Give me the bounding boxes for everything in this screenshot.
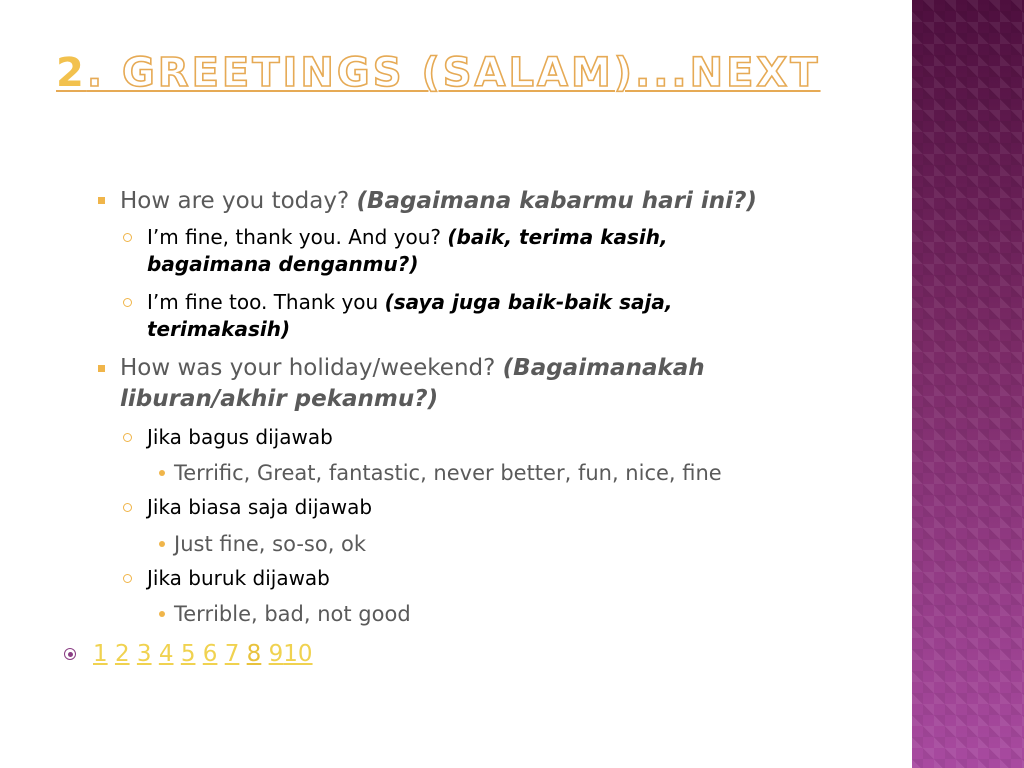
- english-text: I’m fine too. Thank you: [147, 290, 385, 314]
- title-number: 2: [56, 50, 87, 96]
- ring-bullet-icon: [123, 433, 132, 442]
- list-item-level2: [147, 289, 847, 343]
- page-link-3[interactable]: 3: [136, 641, 152, 667]
- target-bullet-icon: [64, 648, 76, 660]
- list-item-level3: Just fine, so-so, ok: [174, 532, 367, 556]
- page-link-6[interactable]: 6: [202, 641, 218, 667]
- page-link-9[interactable]: 9: [268, 641, 284, 667]
- list-item-level2: Jika biasa saja dijawab: [147, 495, 373, 519]
- dot-bullet-icon: [159, 470, 165, 476]
- translation-text-cont: terimakasih): [147, 317, 291, 341]
- translation-text: (Bagaimana kabarmu hari ini?): [356, 188, 757, 214]
- decorative-sidebar: [912, 0, 1024, 768]
- translation-text: (Bagaimanakah: [502, 355, 705, 381]
- page-link-2[interactable]: 2: [114, 641, 130, 667]
- list-item-level2: Jika buruk dijawab: [147, 566, 330, 590]
- page-link-1[interactable]: 1: [93, 641, 108, 667]
- list-item-level3: Terrible, bad, not good: [174, 602, 411, 626]
- ring-bullet-icon: [123, 233, 132, 242]
- ring-bullet-icon: [123, 503, 132, 512]
- page-link-4[interactable]: 4: [158, 641, 174, 667]
- page-link-5[interactable]: 5: [180, 641, 196, 667]
- ring-bullet-icon: [123, 298, 132, 307]
- translation-text: (baik, terima kasih,: [447, 225, 668, 249]
- english-text: I’m fine, thank you. And you?: [147, 225, 448, 249]
- translation-text-cont: bagaimana denganmu?): [147, 252, 419, 276]
- list-item-level2: [147, 224, 847, 278]
- list-item-level2: Jika bagus dijawab: [147, 425, 333, 449]
- list-item-level3: Terrific, Great, fantastic, never better, fun, nice, fine: [174, 461, 722, 485]
- list-item-level1: [120, 353, 860, 415]
- dot-bullet-icon: [159, 541, 165, 547]
- ring-bullet-icon: [123, 574, 132, 583]
- english-text: How was your holiday/weekend?: [120, 355, 503, 381]
- list-item-level1: [120, 186, 757, 217]
- title-text: . GREETINGS (SALAM)...NEXT: [86, 50, 821, 96]
- slide-navigation: [93, 640, 313, 668]
- page-link-10[interactable]: 10: [283, 641, 313, 667]
- square-bullet-icon: [98, 197, 105, 204]
- translation-text: (saya juga baik-baik saja,: [384, 290, 673, 314]
- page-link-8[interactable]: 8: [246, 641, 262, 667]
- page-link-7[interactable]: 7: [224, 641, 240, 667]
- square-bullet-icon: [98, 365, 105, 372]
- translation-text-cont: liburan/akhir pekanmu?): [120, 386, 439, 412]
- english-text: How are you today?: [120, 188, 357, 214]
- dot-bullet-icon: [159, 611, 165, 617]
